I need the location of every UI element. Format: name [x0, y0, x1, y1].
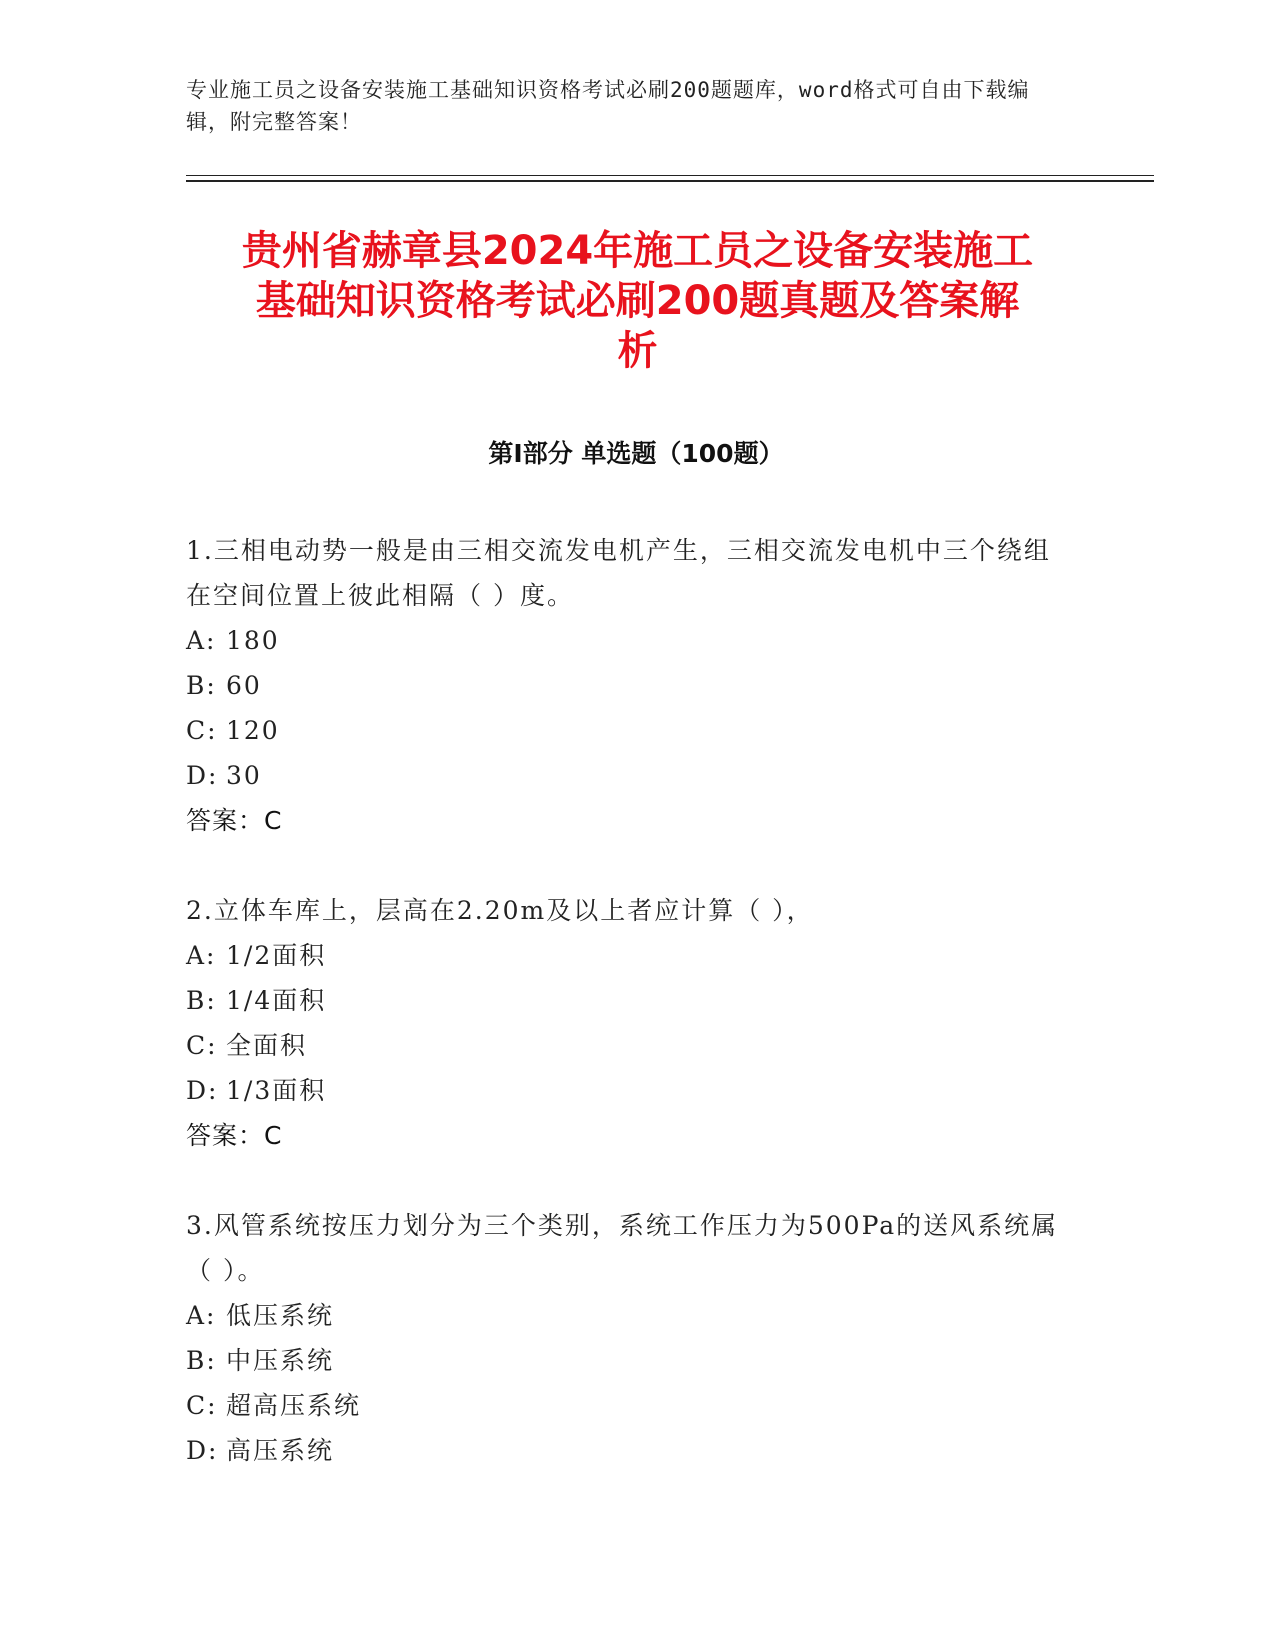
option-d [186, 1428, 1066, 1473]
header-divider-thick [186, 180, 1154, 182]
option-text: 30 [226, 761, 262, 790]
document-title [150, 226, 1125, 376]
option-key: B: [186, 1346, 217, 1375]
option-c [186, 1023, 1066, 1068]
question-list [186, 528, 1066, 1518]
question-stem: 2.立体车库上，层高在2.20m及以上者应计算（ ）， [186, 896, 814, 925]
option-text: 60 [226, 671, 262, 700]
option-c [186, 708, 1066, 753]
option-key: D: [186, 1436, 219, 1465]
option-text: 120 [226, 716, 280, 745]
option-text: 1/4面积 [226, 986, 327, 1015]
option-key: A: [186, 1301, 217, 1330]
option-text: 超高压系统 [226, 1391, 362, 1420]
option-text: 全面积 [226, 1031, 308, 1060]
option-c [186, 1383, 1066, 1428]
option-b [186, 1338, 1066, 1383]
option-d [186, 753, 1066, 798]
option-key: A: [186, 941, 217, 970]
option-text: 1/2面积 [226, 941, 327, 970]
question-2 [186, 888, 1066, 1158]
option-text: 1/3面积 [226, 1076, 327, 1105]
option-key: D: [186, 1076, 219, 1105]
option-text: 高压系统 [226, 1436, 335, 1465]
option-d [186, 1068, 1066, 1113]
option-b [186, 978, 1066, 1023]
option-key: A: [186, 626, 217, 655]
option-b [186, 663, 1066, 708]
option-key: C: [186, 1031, 218, 1060]
question-stem: 3.风管系统按压力划分为三个类别，系统工作压力为500Pa的送风系统属（ ）。 [186, 1211, 1059, 1285]
option-text: 低压系统 [226, 1301, 335, 1330]
option-key: B: [186, 671, 217, 700]
option-text: 中压系统 [226, 1346, 335, 1375]
section-heading: 第Ⅰ部分 单选题（100题） [488, 439, 784, 468]
header-divider-thin [186, 175, 1154, 176]
option-a [186, 1293, 1066, 1338]
option-key: B: [186, 986, 217, 1015]
option-key: C: [186, 716, 218, 745]
question-stem: 1.三相电动势一般是由三相交流发电机产生，三相交流发电机中三个绕组在空间位置上彼此相隔（ ）度。 [186, 536, 1051, 610]
title-line-1: 贵州省赫章县2024年施工员之设备安装施工 [241, 228, 1034, 274]
question-3 [186, 1203, 1066, 1473]
answer-line: 答案：C [186, 1121, 283, 1150]
option-text: 180 [226, 626, 280, 655]
option-a [186, 618, 1066, 663]
title-line-2: 基础知识资格考试必刷200题真题及答案解 [255, 278, 1020, 324]
option-key: D: [186, 761, 219, 790]
header-note: 专业施工员之设备安装施工基础知识资格考试必刷200题题库，word格式可自由下载编辑，附完整答案！ [186, 78, 1030, 134]
option-a [186, 933, 1066, 978]
title-line-3: 析 [617, 328, 658, 374]
answer-line: 答案：C [186, 806, 283, 835]
option-key: C: [186, 1391, 218, 1420]
question-1 [186, 528, 1066, 843]
